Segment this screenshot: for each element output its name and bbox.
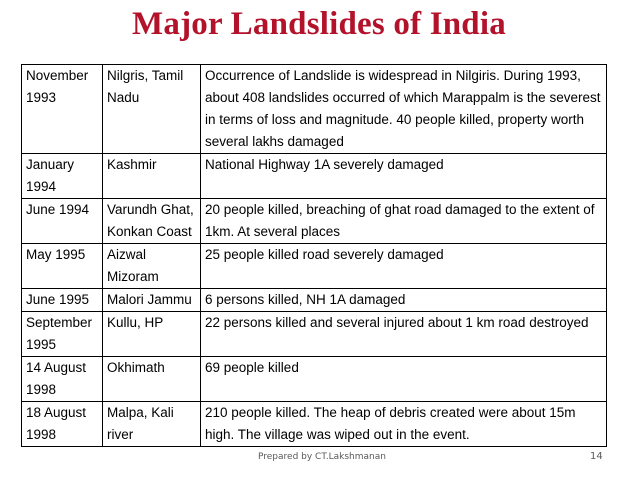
table-row [22,289,607,312]
location-cell: Nilgris, Tamil Nadu [103,65,201,154]
description-cell: Occurrence of Landslide is widespread in Nilgiris. During 1993, about 408 landslides occurred of which Marappalm is the severest in terms of loss and magnitude. 40 people killed, property worth several lakhs damaged [201,65,607,154]
location-cell: Malpa, Kali river [103,402,201,447]
description-cell: 25 people killed road severely damaged [201,244,607,289]
date-cell: June 1994 [22,199,103,244]
description-cell: National Highway 1A severely damaged [201,154,607,199]
date-cell: January 1994 [22,154,103,199]
table-row [22,402,607,447]
description-cell: 69 people killed [201,357,607,402]
date-cell: 18 August 1998 [22,402,103,447]
date-cell: June 1995 [22,289,103,312]
footer-credit: Prepared by CT.Lakshmanan [258,452,386,462]
table-row [22,199,607,244]
description-cell: 20 people killed, breaching of ghat road damaged to the extent of 1km. At several places [201,199,607,244]
description-cell: 22 persons killed and several injured about 1 km road destroyed [201,312,607,357]
location-cell: Kullu, HP [103,312,201,357]
table-row [22,65,607,154]
page-number: 14 [590,451,603,462]
table-row [22,357,607,402]
table-row [22,244,607,289]
location-cell: Aizwal Mizoram [103,244,201,289]
date-cell: September 1995 [22,312,103,357]
table-row [22,312,607,357]
location-cell: Malori Jammu [103,289,201,312]
location-cell: Okhimath [103,357,201,402]
table-row [22,154,607,199]
date-cell: May 1995 [22,244,103,289]
description-cell: 6 persons killed, NH 1A damaged [201,289,607,312]
location-cell: Varundh Ghat, Konkan Coast [103,199,201,244]
landslides-table [21,64,607,447]
date-cell: November 1993 [22,65,103,154]
location-cell: Kashmir [103,154,201,199]
date-cell: 14 August 1998 [22,357,103,402]
description-cell: 210 people killed. The heap of debris created were about 15m high. The village was wiped out in the event. [201,402,607,447]
slide-title: Major Landslides of India [132,6,506,42]
